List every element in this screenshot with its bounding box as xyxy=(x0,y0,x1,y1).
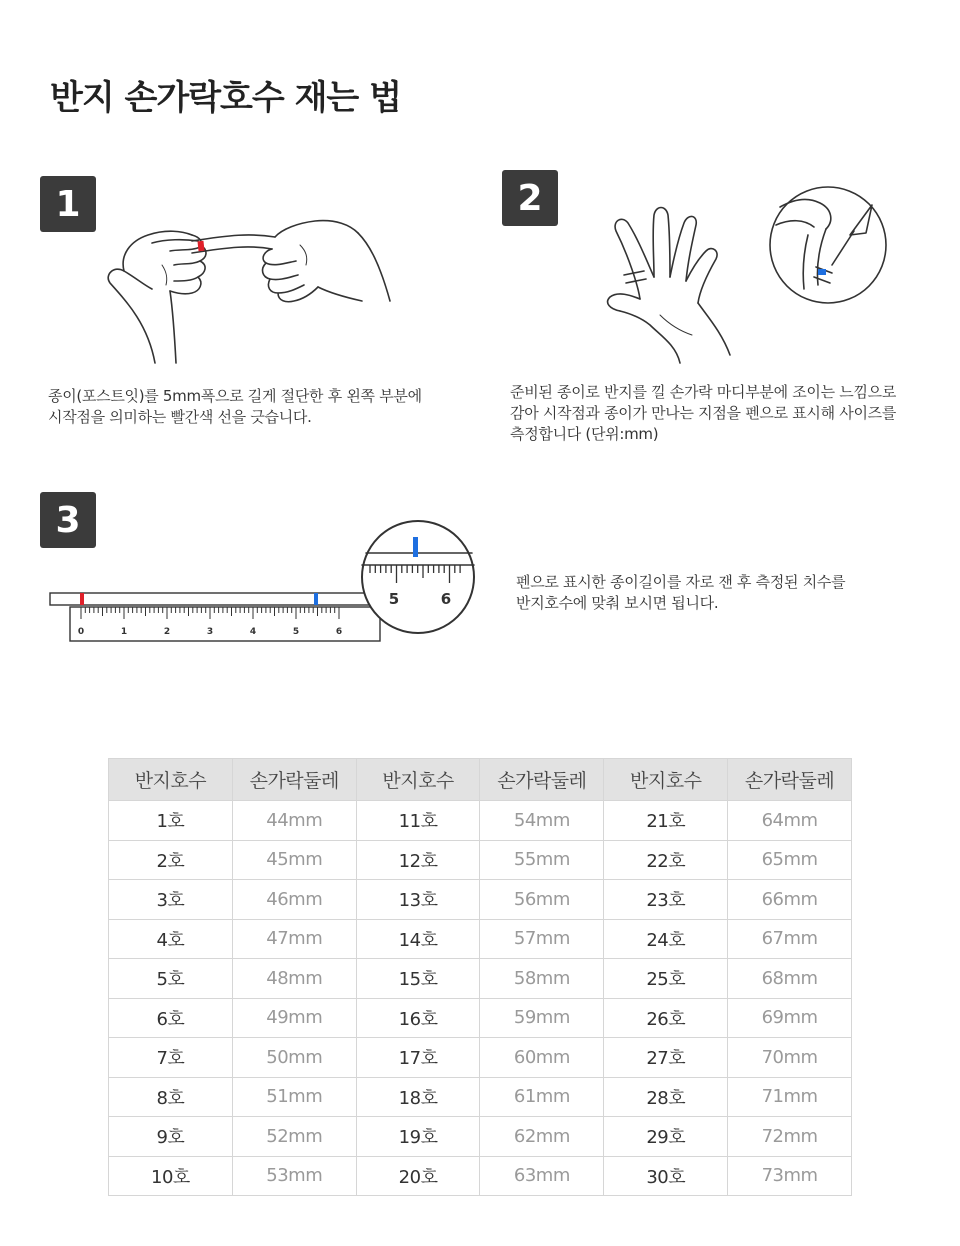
table-row xyxy=(109,1117,852,1157)
circumference-cell: 68mm xyxy=(728,959,852,999)
ring-size-cell: 19호 xyxy=(356,1117,480,1157)
ring-size-cell: 17호 xyxy=(356,1038,480,1078)
finger-wrapping-illustration xyxy=(580,185,890,365)
header-circumference: 손가락둘레 xyxy=(728,759,852,801)
ring-size-table xyxy=(108,758,852,1196)
ruler-measurement-illustration xyxy=(40,515,480,655)
step-2-description: 준비된 종이로 반지를 낄 손가락 마디부분에 조이는 느낌으로 감아 시작점과 종이가 만나는 지점을 펜으로 표시해 사이즈를 측정합니다 (단위:mm) xyxy=(510,383,897,443)
table-row xyxy=(109,801,852,841)
ring-size-cell: 18호 xyxy=(356,1077,480,1117)
circumference-cell: 56mm xyxy=(480,880,604,920)
header-circumference: 손가락둘레 xyxy=(480,759,604,801)
table-row xyxy=(109,998,852,1038)
table-row xyxy=(109,880,852,920)
circumference-cell: 65mm xyxy=(728,840,852,880)
ring-size-cell: 3호 xyxy=(109,880,233,920)
ring-size-cell: 2호 xyxy=(109,840,233,880)
table-header-row xyxy=(109,759,852,801)
header-circumference: 손가락둘레 xyxy=(232,759,356,801)
circumference-cell: 71mm xyxy=(728,1077,852,1117)
ring-size-cell: 7호 xyxy=(109,1038,233,1078)
circumference-cell: 53mm xyxy=(232,1156,356,1196)
header-ring-size: 반지호수 xyxy=(356,759,480,801)
circumference-cell: 60mm xyxy=(480,1038,604,1078)
circumference-cell: 54mm xyxy=(480,801,604,841)
ring-size-cell: 21호 xyxy=(604,801,728,841)
circumference-cell: 57mm xyxy=(480,919,604,959)
ring-size-cell: 8호 xyxy=(109,1077,233,1117)
ring-size-cell: 13호 xyxy=(356,880,480,920)
ring-size-cell: 16호 xyxy=(356,998,480,1038)
circumference-cell: 69mm xyxy=(728,998,852,1038)
circumference-cell: 49mm xyxy=(232,998,356,1038)
table-row xyxy=(109,1156,852,1196)
blue-end-mark xyxy=(314,593,318,605)
circumference-cell: 73mm xyxy=(728,1156,852,1196)
step-1-description: 종이(포스트잇)를 5mm폭으로 길게 절단한 후 왼쪽 부분에 시작점을 의미하는 빨간색 선을 긋습니다. xyxy=(48,387,422,426)
ring-size-cell: 29호 xyxy=(604,1117,728,1157)
red-start-mark xyxy=(80,593,84,605)
circumference-cell: 59mm xyxy=(480,998,604,1038)
ruler-label: 1 xyxy=(120,627,128,637)
ruler-label: 5 xyxy=(292,627,300,637)
ring-size-cell: 22호 xyxy=(604,840,728,880)
ruler-label: 6 xyxy=(335,627,343,637)
ring-size-cell: 23호 xyxy=(604,880,728,920)
ring-size-cell: 28호 xyxy=(604,1077,728,1117)
step-1-badge: 1 xyxy=(40,176,96,232)
table-row xyxy=(109,1077,852,1117)
circumference-cell: 67mm xyxy=(728,919,852,959)
circumference-cell: 47mm xyxy=(232,919,356,959)
ring-size-cell: 1호 xyxy=(109,801,233,841)
circumference-cell: 55mm xyxy=(480,840,604,880)
ring-size-cell: 9호 xyxy=(109,1117,233,1157)
circumference-cell: 46mm xyxy=(232,880,356,920)
header-ring-size: 반지호수 xyxy=(604,759,728,801)
ring-size-cell: 4호 xyxy=(109,919,233,959)
table-row xyxy=(109,959,852,999)
ring-size-cell: 27호 xyxy=(604,1038,728,1078)
ring-size-cell: 12호 xyxy=(356,840,480,880)
circumference-cell: 62mm xyxy=(480,1117,604,1157)
ring-size-cell: 15호 xyxy=(356,959,480,999)
zoom-label: 5 xyxy=(388,590,400,608)
ring-size-cell: 5호 xyxy=(109,959,233,999)
page-title: 반지 손가락호수 재는 법 xyxy=(50,78,401,118)
step-3-badge: 3 xyxy=(40,492,96,548)
circumference-cell: 45mm xyxy=(232,840,356,880)
hands-holding-paper-illustration xyxy=(100,205,400,365)
circumference-cell: 63mm xyxy=(480,1156,604,1196)
ring-size-cell: 26호 xyxy=(604,998,728,1038)
circumference-cell: 44mm xyxy=(232,801,356,841)
table-row xyxy=(109,919,852,959)
ruler-label: 2 xyxy=(163,627,171,637)
ring-size-cell: 20호 xyxy=(356,1156,480,1196)
circumference-cell: 58mm xyxy=(480,959,604,999)
ring-size-cell: 14호 xyxy=(356,919,480,959)
circumference-cell: 66mm xyxy=(728,880,852,920)
circumference-cell: 72mm xyxy=(728,1117,852,1157)
ruler-label: 4 xyxy=(249,627,257,637)
circumference-cell: 64mm xyxy=(728,801,852,841)
zoom-label: 6 xyxy=(440,590,452,608)
circumference-cell: 50mm xyxy=(232,1038,356,1078)
header-ring-size: 반지호수 xyxy=(109,759,233,801)
ruler-label: 3 xyxy=(206,627,214,637)
circumference-cell: 48mm xyxy=(232,959,356,999)
ring-size-cell: 25호 xyxy=(604,959,728,999)
step-2-badge: 2 xyxy=(502,170,558,226)
circumference-cell: 52mm xyxy=(232,1117,356,1157)
ring-size-cell: 30호 xyxy=(604,1156,728,1196)
circumference-cell: 51mm xyxy=(232,1077,356,1117)
ring-size-cell: 6호 xyxy=(109,998,233,1038)
table-row xyxy=(109,1038,852,1078)
ring-size-cell: 11호 xyxy=(356,801,480,841)
ring-size-cell: 10호 xyxy=(109,1156,233,1196)
table-row xyxy=(109,840,852,880)
ruler-label: 0 xyxy=(77,627,85,637)
step-3-description: 펜으로 표시한 종이길이를 자로 잰 후 측정된 치수를 반지호수에 맞춰 보시면 됩니다. xyxy=(516,573,846,612)
circumference-cell: 61mm xyxy=(480,1077,604,1117)
circumference-cell: 70mm xyxy=(728,1038,852,1078)
ring-size-cell: 24호 xyxy=(604,919,728,959)
